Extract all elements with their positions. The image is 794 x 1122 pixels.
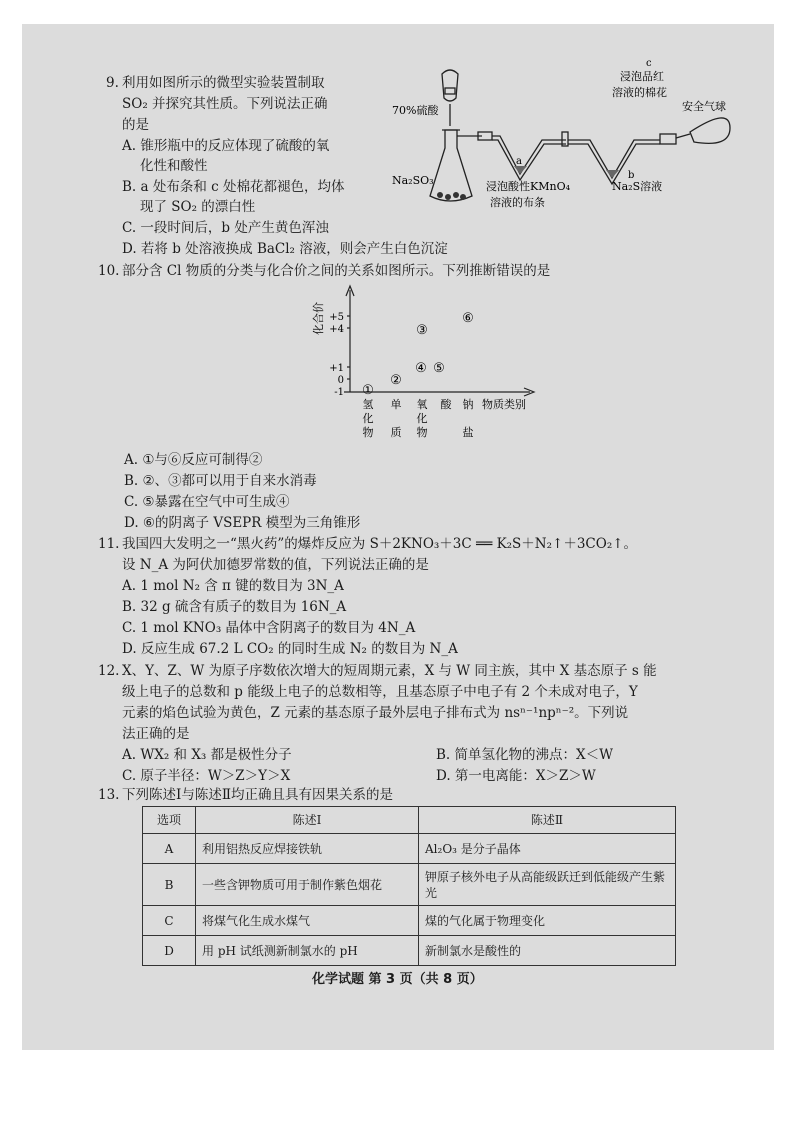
label-b-letter: b [628,170,635,181]
table-cell: 煤的气化属于物理变化 [419,906,676,936]
q9-option-a: A. 锥形瓶中的反应体现了硫酸的氧 [122,138,330,154]
x-category-oxide-3: 物 [416,426,428,439]
table-cell: 一些含钾物质可用于制作紫色烟花 [196,864,419,906]
page-footer: 化学试题 第 3 页（共 8 页） [312,972,483,987]
q13-stem: 下列陈述Ⅰ与陈述Ⅱ均正确且具有因果关系的是 [122,787,394,803]
table-header-row [143,807,676,834]
table-header: 选项 [143,807,196,834]
table-cell: 用 pH 试纸测新制氯水的 pH [196,936,419,966]
q10-valence-chart [300,282,550,452]
table-cell: B [143,864,196,906]
q12-option-b: B. 简单氢化物的沸点：X＜W [436,747,613,763]
q9-option-b: B. a 处布条和 c 处棉花都褪色，均体 [122,179,345,195]
label-c-letter: c [646,58,652,69]
label-a-line1: 浸泡酸性KMnO₄ [486,180,570,193]
label-c-line1: 浸泡品红 [620,70,664,83]
q10-number: 10. [98,263,120,279]
q9-number: 9. [106,75,119,91]
q10-stem: 部分含 Cl 物质的分类与化合价之间的关系如图所示。下列推断错误的是 [122,263,551,279]
x-category-oxide-2: 化 [416,412,428,425]
chart-point: ① [362,383,374,398]
label-b: Na₂S溶液 [612,180,663,193]
q11-option-c: C. 1 mol KNO₃ 晶体中含阴离子的数目为 4N_A [122,620,416,636]
q9-option-c: C. 一段时间后，b 处产生黄色浑浊 [122,220,329,236]
y-tick: +5 [329,312,344,323]
x-category-hydride-2: 化 [362,412,374,425]
table-row [143,864,676,906]
q9-stem-line-2: SO₂ 并探究其性质。下列说法正确 [122,96,328,112]
q11-stem-line-2: 设 N_A 为阿伏加德罗常数的值，下列说法正确的是 [122,557,429,573]
q11-stem-line-1: 我国四大发明之一“黑火药”的爆炸反应为 S＋2KNO₃＋3C ══ K₂S＋N₂↑＋3CO₂↑。 [122,536,638,552]
q11-option-b: B. 32 g 硫含有质子的数目为 16N_A [122,599,347,615]
q9-stem-line-1: 利用如图所示的微型实验装置制取 [122,75,325,91]
x-category-salt-1: 钠 [462,398,474,411]
q11-option-a: A. 1 mol N₂ 含 π 键的数目为 3N_A [122,578,344,594]
label-a-letter: a [516,156,522,167]
q9-option-d: D. 若将 b 处溶液换成 BaCl₂ 溶液，则会产生白色沉淀 [122,241,448,257]
y-tick: +4 [329,324,344,335]
q9-option-a-cont: 化性和酸性 [140,158,208,174]
y-axis-label: 化合价 [312,302,325,335]
table-cell: C [143,906,196,936]
q13-number: 13. [98,787,120,803]
x-category-hydride-3: 物 [362,426,374,439]
table-cell: D [143,936,196,966]
q10-option-a: A. ①与⑥反应可制得② [124,452,263,468]
q12-stem-line-3: 元素的焰色试验为黄色，Z 元素的基态原子最外层电子排布式为 nsⁿ⁻¹npⁿ⁻²。下列说 [122,705,629,721]
x-axis-label: 物质类别 [482,398,526,411]
chart-point: ⑤ [433,361,445,376]
q12-option-d: D. 第一电离能：X＞Z＞W [436,768,596,784]
q9-stem-line-3: 的是 [122,117,149,133]
x-category-acid: 酸 [440,398,452,411]
table-cell: 新制氯水是酸性的 [419,936,676,966]
q13-table [142,806,676,966]
table-header: 陈述Ⅰ [196,807,419,834]
y-tick: 0 [337,375,344,386]
x-category-hydride-1: 氢 [362,398,374,411]
q10-option-b: B. ②、③都可以用于自来水消毒 [124,473,317,489]
x-category-element-2: 质 [390,426,402,439]
q10-option-d: D. ⑥的阴离子 VSEPR 模型为三角锥形 [124,515,361,531]
label-a-line2: 溶液的布条 [490,196,545,209]
q10-option-c: C. ⑤暴露在空气中可生成④ [124,494,290,510]
y-tick: -1 [334,387,344,398]
chart-point: ② [390,373,402,388]
table-cell: 将煤气化生成水煤气 [196,906,419,936]
q12-option-a: A. WX₂ 和 X₃ 都是极性分子 [122,747,292,763]
q12-stem-line-2: 级上电子的总数和 p 能级上电子的总数相等，且基态原子中电子有 2 个未成对电子，Y [122,684,638,700]
table-cell: A [143,834,196,864]
q11-number: 11. [98,536,120,552]
x-category-oxide-1: 氧 [416,398,428,411]
q12-stem-line-1: X、Y、Z、W 为原子序数依次增大的短周期元素，X 与 W 同主族，其中 X 基态原子 s 能 [122,663,657,679]
label-c-line2: 溶液的棉花 [612,86,667,99]
label-acid: 70%硫酸 [392,104,439,117]
table-row [143,906,676,936]
table-cell: 钾原子核外电子从高能级跃迁到低能级产生紫光 [419,864,676,906]
q12-stem-line-4: 法正确的是 [122,726,190,742]
q9-apparatus-diagram [390,56,750,216]
label-balloon: 安全气球 [682,100,726,113]
q11-option-d: D. 反应生成 67.2 L CO₂ 的同时生成 N₂ 的数目为 N_A [122,641,458,657]
chart-point: ⑥ [462,311,474,326]
y-tick: +1 [329,363,344,374]
table-row [143,834,676,864]
chart-point: ③ [416,323,428,338]
table-cell: 利用铝热反应焊接铁轨 [196,834,419,864]
chart-point: ④ [415,361,427,376]
label-flask: Na₂SO₃ [392,174,434,187]
x-category-element-1: 单 [390,398,402,411]
q9-option-b-cont: 现了 SO₂ 的漂白性 [140,199,256,215]
table-cell: Al₂O₃ 是分子晶体 [419,834,676,864]
q12-number: 12. [98,663,120,679]
x-category-salt-2: 盐 [462,426,474,439]
q12-option-c: C. 原子半径：W＞Z＞Y＞X [122,768,291,784]
table-row [143,936,676,966]
table-header: 陈述Ⅱ [419,807,676,834]
